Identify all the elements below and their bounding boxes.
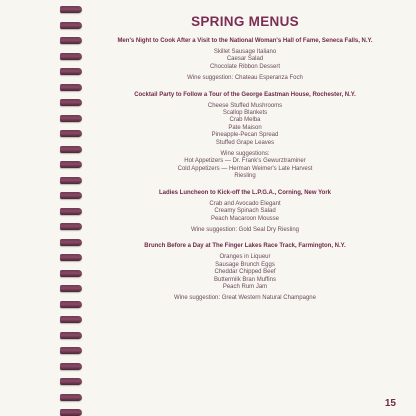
menu-dish: Sausage Brunch Eggs: [215, 261, 275, 268]
wine-suggestion: Cold Appetizers — Herman Weimer's Late Harvest: [177, 165, 313, 172]
menu-dish: Pate Maison: [228, 124, 262, 131]
binding-coil: [60, 177, 82, 184]
menu-heading: Cocktail Party to Follow a Tour of the George Eastman House, Rochester, N.Y.: [134, 91, 356, 98]
binding-coil: [60, 99, 82, 106]
menu-dish: Peach Rum Jam: [222, 283, 268, 290]
binding-coil: [60, 84, 82, 91]
menu-dish: Oranges in Liqueur: [219, 254, 271, 261]
binding-coil: [60, 285, 82, 292]
menu-dish: Skillet Sausage Italiano: [213, 49, 277, 55]
menu-dish: Cheese Stuffed Mushrooms: [207, 102, 283, 109]
binding-coil: [60, 239, 82, 246]
menu-dish: Pineapple-Pecan Spread: [211, 132, 279, 139]
binding-coil: [60, 378, 82, 385]
menu-dish: Stuffed Grape Leaves: [215, 139, 275, 146]
menu-dish: Chocolate Ribbon Dessert: [209, 63, 281, 70]
menu-section: [92, 37, 398, 83]
binding-coil: [60, 37, 82, 44]
binding-coil: [60, 161, 82, 168]
page-content: [92, 14, 398, 311]
page-number: 15: [384, 398, 396, 409]
spiral-binding: [60, 0, 82, 416]
wine-suggestion: Riesling: [234, 173, 256, 180]
menu-section: [92, 91, 398, 181]
binding-coil: [60, 115, 82, 122]
menu-dish: Crab and Avocado Elegant: [209, 200, 281, 207]
binding-coil: [60, 316, 82, 323]
binding-coil: [60, 363, 82, 370]
binding-coil: [60, 223, 82, 230]
binding-coil: [60, 347, 82, 354]
menu-heading: Brunch Before a Day at The Finger Lakes Race Track, Farmington, N.Y.: [144, 243, 346, 250]
menu-section: [92, 189, 398, 235]
binding-coil: [60, 394, 82, 401]
menu-dish: Caesar Salad: [226, 56, 264, 63]
binding-coil: [60, 254, 82, 261]
wine-suggestion: Wine suggestion: Chateau Esperanza Foch: [187, 75, 303, 82]
page-title: SPRING MENUS: [191, 14, 299, 29]
binding-coil: [60, 22, 82, 29]
menu-dish: Creamy Spinach Salad: [214, 208, 276, 215]
binding-coil: [60, 332, 82, 339]
binding-coil: [60, 6, 82, 13]
menu-dish: Peach Macaroon Mousse: [210, 215, 280, 222]
wine-suggestion: Hot Appetizers — Dr. Frank's Gewurztraminer: [184, 158, 306, 165]
binding-coil: [60, 146, 82, 153]
menu-dish: Crab Melba: [229, 117, 261, 124]
binding-coil: [60, 130, 82, 137]
menu-heading: Ladies Luncheon to Kick-off the L.P.G.A., Corning, New York: [158, 189, 332, 196]
binding-coil: [60, 53, 82, 60]
menu-dish: Buttermilk Bran Muffins: [214, 276, 276, 283]
menu-section: [92, 242, 398, 302]
binding-coil: [60, 301, 82, 308]
wine-suggestion: Wine suggestion: Great Western Natural Champagne: [174, 295, 316, 302]
menu-heading: Men's Night to Cook After a Visit to the National Woman's Hall of Fame, Seneca Falls, N.Y.: [117, 38, 373, 44]
wine-suggestion: Wine suggestions:: [220, 151, 270, 158]
binding-coil: [60, 208, 82, 215]
wine-suggestion: Wine suggestion: Gold Seal Dry Riesling: [190, 226, 300, 233]
binding-coil: [60, 68, 82, 75]
binding-coil: [60, 409, 82, 416]
menu-dish: Scallop Blankets: [222, 110, 268, 117]
menu-dish: Cheddar Chipped Beef: [214, 269, 276, 276]
binding-coil: [60, 192, 82, 199]
binding-coil: [60, 270, 82, 277]
